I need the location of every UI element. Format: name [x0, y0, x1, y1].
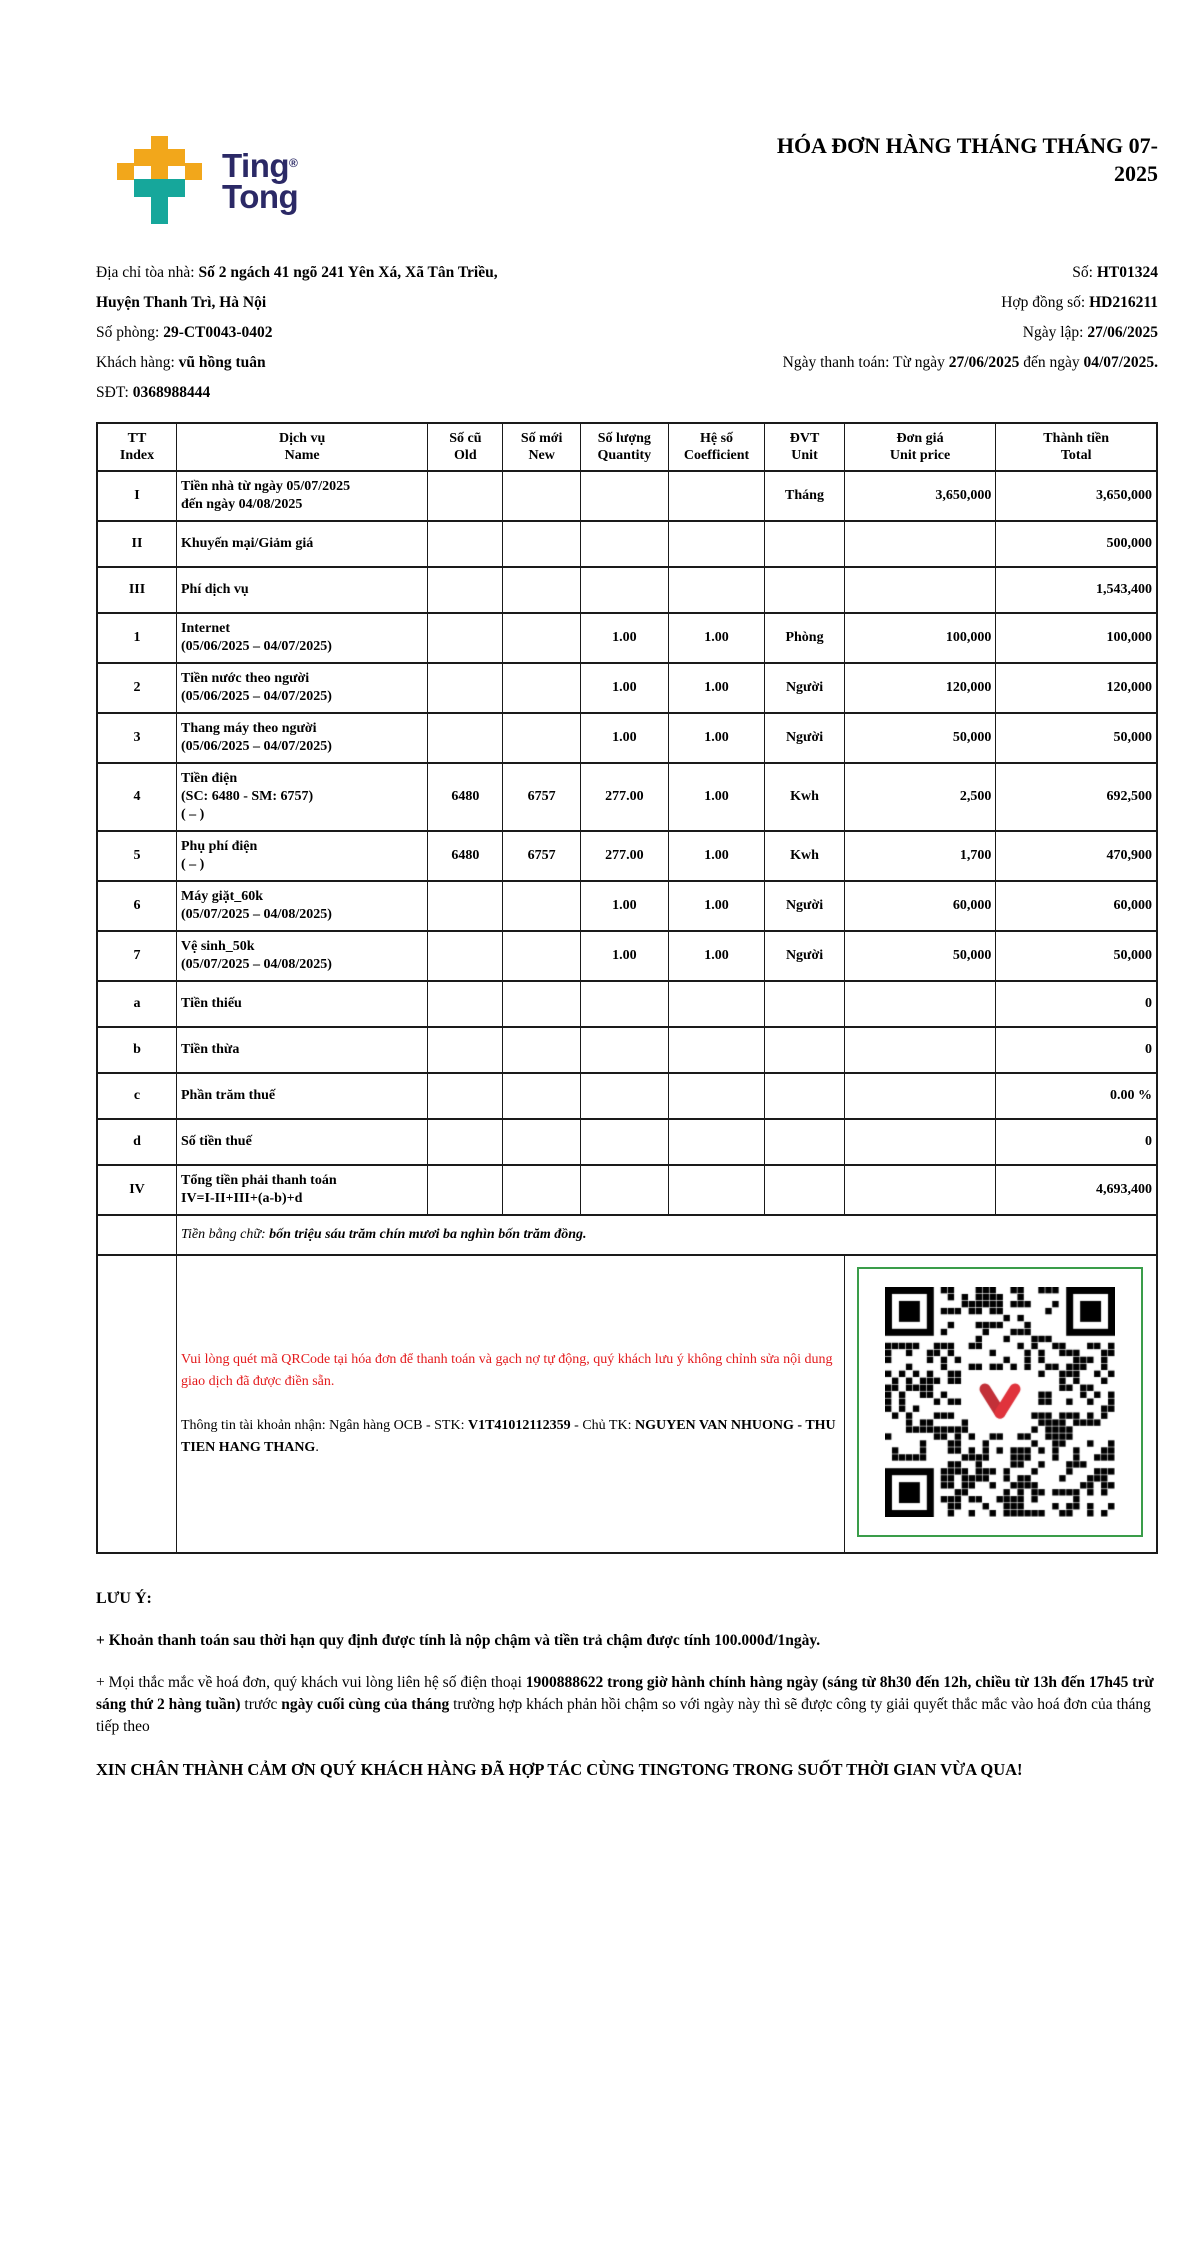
col-header-index: TT Index — [97, 423, 177, 471]
cell-index: IV — [97, 1165, 177, 1215]
cell-unit-price — [844, 1119, 996, 1165]
cell-service-name: Máy giặt_60k (05/07/2025 – 04/08/2025) — [177, 881, 428, 931]
cell-unit — [765, 981, 845, 1027]
invoice-content — [96, 0, 1158, 1782]
cell-unit-price: 120,000 — [844, 663, 996, 713]
cell-quantity — [580, 567, 668, 613]
cell-total: 0.00 % — [996, 1073, 1157, 1119]
cell-total: 692,500 — [996, 763, 1157, 831]
cell-service-name: Phí dịch vụ — [177, 567, 428, 613]
cell-quantity — [580, 1073, 668, 1119]
cell-coefficient: 1.00 — [668, 931, 764, 981]
customer-name: Khách hàng: vũ hồng tuân — [96, 354, 266, 371]
cell-unit-price: 60,000 — [844, 881, 996, 931]
col-header-name: Dịch vụ Name — [177, 423, 428, 471]
cell-service-name: Tổng tiền phải thanh toán IV=I-II+III+(a-b)+d — [177, 1165, 428, 1215]
cell-old-reading — [428, 613, 503, 663]
cell-service-name: Thang máy theo người (05/06/2025 – 04/07/2025) — [177, 713, 428, 763]
cell-total: 120,000 — [996, 663, 1157, 713]
cell-new-reading — [503, 981, 580, 1027]
cell-coefficient — [668, 567, 764, 613]
cell-quantity: 1.00 — [580, 931, 668, 981]
cell-quantity — [580, 1119, 668, 1165]
cell-index: 3 — [97, 713, 177, 763]
cell-index: I — [97, 471, 177, 521]
invoice-info-right — [648, 258, 1158, 408]
cell-total: 500,000 — [996, 521, 1157, 567]
invoice-title — [777, 132, 1158, 188]
cell-quantity — [580, 521, 668, 567]
cell-service-name: Số tiền thuế — [177, 1119, 428, 1165]
contract-number: Hợp đồng số: HD216211 — [1001, 294, 1158, 311]
invoice-table-body — [97, 471, 1157, 1215]
table-row — [97, 1119, 1157, 1165]
thank-you-message: XIN CHÂN THÀNH CẢM ƠN QUÝ KHÁCH HÀNG ĐÃ HỢP TÁC CÙNG TINGTONG TRONG SUỐT THỜI GIAN VỪA QUA! — [96, 1760, 1023, 1779]
cell-unit — [765, 1165, 845, 1215]
cell-unit — [765, 1119, 845, 1165]
cell-new-reading: 6757 — [503, 763, 580, 831]
amount-in-words: Tiền bằng chữ: bốn triệu sáu trăm chín mươi ba nghìn bốn trăm đồng. — [177, 1215, 1158, 1255]
cell-coefficient — [668, 1165, 764, 1215]
cell-total: 50,000 — [996, 713, 1157, 763]
cell-old-reading — [428, 1165, 503, 1215]
table-row — [97, 471, 1157, 521]
invoice-table-footer — [97, 1215, 1157, 1553]
cell-new-reading: 6757 — [503, 831, 580, 881]
cell-service-name: Tiền điện (SC: 6480 - SM: 6757) ( – ) — [177, 763, 428, 831]
cell-quantity: 277.00 — [580, 763, 668, 831]
cell-index: 4 — [97, 763, 177, 831]
cell-coefficient: 1.00 — [668, 613, 764, 663]
cell-new-reading — [503, 567, 580, 613]
col-header-quantity: Số lượng Quantity — [580, 423, 668, 471]
col-header-total: Thành tiền Total — [996, 423, 1157, 471]
registered-trademark: ® — [289, 156, 298, 170]
cell-unit-price — [844, 1027, 996, 1073]
cell-new-reading — [503, 1073, 580, 1119]
qr-code — [885, 1287, 1115, 1517]
cell-old-reading — [428, 521, 503, 567]
cell-unit-price: 100,000 — [844, 613, 996, 663]
cell-unit-price — [844, 1165, 996, 1215]
cell-unit-price: 1,700 — [844, 831, 996, 881]
cell-old-reading: 6480 — [428, 831, 503, 881]
cell-unit-price: 2,500 — [844, 763, 996, 831]
cell-total: 50,000 — [996, 931, 1157, 981]
cell-new-reading — [503, 1165, 580, 1215]
cell-coefficient: 1.00 — [668, 881, 764, 931]
cell-coefficient — [668, 471, 764, 521]
cell-service-name: Internet (05/06/2025 – 04/07/2025) — [177, 613, 428, 663]
table-row — [97, 881, 1157, 931]
cell-index: II — [97, 521, 177, 567]
table-row — [97, 713, 1157, 763]
table-row — [97, 663, 1157, 713]
tingtong-wordmark: Ting® Tong — [222, 147, 299, 215]
cell-new-reading — [503, 931, 580, 981]
invoice-info-left — [96, 258, 648, 408]
col-header-coefficient: Hệ số Coefficient — [668, 423, 764, 471]
cell-service-name: Vệ sinh_50k (05/07/2025 – 04/08/2025) — [177, 931, 428, 981]
cell-old-reading — [428, 1119, 503, 1165]
payment-instructions — [177, 1255, 845, 1553]
invoice-table-header — [97, 423, 1157, 471]
cell-old-reading — [428, 1027, 503, 1073]
invoice-info — [96, 258, 1158, 408]
cell-unit: Người — [765, 713, 845, 763]
col-header-new: Số mới New — [503, 423, 580, 471]
bank-account-info: Thông tin tài khoản nhận: Ngân hàng OCB - STK: V1T41012112359 - Chủ TK: NGUYEN VAN NHUONG - THU TIEN HANG THANG. — [181, 1418, 836, 1455]
cell-total: 0 — [996, 1027, 1157, 1073]
cell-unit — [765, 1027, 845, 1073]
cell-old-reading — [428, 931, 503, 981]
cell-quantity — [580, 981, 668, 1027]
cell-unit-price — [844, 1073, 996, 1119]
table-row — [97, 613, 1157, 663]
building-address: Địa chỉ tòa nhà: Số 2 ngách 41 ngõ 241 Yên Xá, Xã Tân Triều, — [96, 264, 498, 281]
cell-quantity — [580, 471, 668, 521]
header-bar — [96, 118, 1158, 228]
cell-coefficient: 1.00 — [668, 831, 764, 881]
cell-service-name: Khuyến mại/Giảm giá — [177, 521, 428, 567]
cell-unit: Phòng — [765, 613, 845, 663]
cell-new-reading — [503, 521, 580, 567]
cell-service-name: Tiền thừa — [177, 1027, 428, 1073]
cell-new-reading — [503, 1119, 580, 1165]
col-header-unit: ĐVT Unit — [765, 423, 845, 471]
cell-coefficient — [668, 981, 764, 1027]
cell-total: 3,650,000 — [996, 471, 1157, 521]
cell-index: 5 — [97, 831, 177, 881]
cell-unit: Người — [765, 663, 845, 713]
cell-unit — [765, 1073, 845, 1119]
invoice-number: Số: HT01324 — [1072, 264, 1158, 281]
cell-index: III — [97, 567, 177, 613]
cell-index: 2 — [97, 663, 177, 713]
invoice-title-line1: HÓA ĐƠN HÀNG THÁNG THÁNG 07- — [776, 133, 1158, 158]
cell-unit-price: 50,000 — [844, 713, 996, 763]
amount-in-words-row — [97, 1215, 1157, 1255]
table-row — [97, 981, 1157, 1027]
cell-old-reading — [428, 881, 503, 931]
issue-date: Ngày lập: 27/06/2025 — [1022, 324, 1158, 341]
cell-unit-price: 3,650,000 — [844, 471, 996, 521]
cell-total: 0 — [996, 1119, 1157, 1165]
cell-old-reading — [428, 471, 503, 521]
cell-unit: Tháng — [765, 471, 845, 521]
table-row — [97, 1073, 1157, 1119]
cell-quantity: 277.00 — [580, 831, 668, 881]
table-row — [97, 567, 1157, 613]
cell-old-reading — [428, 713, 503, 763]
col-header-old: Số cũ Old — [428, 423, 503, 471]
invoice-title-line2: 2025 — [1114, 161, 1158, 186]
customer-phone: SĐT: 0368988444 — [96, 384, 211, 401]
qr-code-frame — [857, 1267, 1143, 1537]
cell-service-name: Phần trăm thuế — [177, 1073, 428, 1119]
cell-new-reading — [503, 471, 580, 521]
cell-unit: Người — [765, 881, 845, 931]
cell-service-name: Tiền thiếu — [177, 981, 428, 1027]
cell-empty-index — [97, 1255, 177, 1553]
cell-service-name: Tiền nước theo người (05/06/2025 – 04/07/2025) — [177, 663, 428, 713]
cell-new-reading — [503, 881, 580, 931]
cell-total: 470,900 — [996, 831, 1157, 881]
cell-coefficient: 1.00 — [668, 763, 764, 831]
cell-new-reading — [503, 713, 580, 763]
cell-total: 60,000 — [996, 881, 1157, 931]
cell-quantity — [580, 1165, 668, 1215]
tingtong-pixel-tree-icon — [114, 136, 206, 228]
cell-old-reading — [428, 981, 503, 1027]
cell-index: a — [97, 981, 177, 1027]
cell-old-reading — [428, 1073, 503, 1119]
cell-quantity: 1.00 — [580, 613, 668, 663]
cell-index: d — [97, 1119, 177, 1165]
cell-unit-price — [844, 567, 996, 613]
cell-index: 7 — [97, 931, 177, 981]
hotline-note: + Mọi thắc mắc về hoá đơn, quý khách vui lòng liên hệ số điện thoại 1900888622 trong giờ hành chính hàng ngày (sáng từ 8h30 đến 12h, chiều từ 13h đến 17h45 trừ sáng thứ 2 hàng tuần) trước ngày cuối cùng của tháng trường hợp khách phản hồi chậm so với ngày này thì sẽ được công ty giải quyết thắc mắc vào hoá đơn của tháng tiếp theo — [96, 1674, 1154, 1735]
cell-total: 1,543,400 — [996, 567, 1157, 613]
cell-old-reading — [428, 567, 503, 613]
building-address-line2: Huyện Thanh Trì, Hà Nội — [96, 294, 267, 311]
table-row — [97, 763, 1157, 831]
cell-unit — [765, 521, 845, 567]
cell-index: c — [97, 1073, 177, 1119]
table-row — [97, 831, 1157, 881]
cell-unit — [765, 567, 845, 613]
qr-warning-text: Vui lòng quét mã QRCode tại hóa đơn để thanh toán và gạch nợ tự động, quý khách lưu ý không chỉnh sửa nội dung giao dịch đã được điền sẵn. — [181, 1352, 833, 1389]
table-row — [97, 931, 1157, 981]
cell-empty-index — [97, 1215, 177, 1255]
cell-service-name: Phụ phí điện ( – ) — [177, 831, 428, 881]
cell-new-reading — [503, 1027, 580, 1073]
cell-coefficient: 1.00 — [668, 713, 764, 763]
cell-new-reading — [503, 613, 580, 663]
cell-quantity: 1.00 — [580, 881, 668, 931]
cell-total: 0 — [996, 981, 1157, 1027]
payment-period: Ngày thanh toán: Từ ngày 27/06/2025 đến ngày 04/07/2025. — [782, 354, 1158, 371]
cell-quantity — [580, 1027, 668, 1073]
cell-quantity: 1.00 — [580, 713, 668, 763]
cell-unit: Người — [765, 931, 845, 981]
qr-payment-row — [97, 1255, 1157, 1553]
invoice-table — [96, 422, 1158, 1554]
cell-quantity: 1.00 — [580, 663, 668, 713]
notes-heading: LƯU Ý: — [96, 1590, 152, 1607]
cell-coefficient — [668, 1119, 764, 1165]
table-row — [97, 1165, 1157, 1215]
table-row — [97, 1027, 1157, 1073]
cell-index: 1 — [97, 613, 177, 663]
cell-total: 4,693,400 — [996, 1165, 1157, 1215]
cell-old-reading — [428, 663, 503, 713]
cell-unit-price — [844, 981, 996, 1027]
cell-new-reading — [503, 663, 580, 713]
room-number: Số phòng: 29-CT0043-0402 — [96, 324, 273, 341]
col-header-unit-price: Đơn giá Unit price — [844, 423, 996, 471]
cell-index: 6 — [97, 881, 177, 931]
late-payment-note: + Khoản thanh toán sau thời hạn quy định được tính là nộp chậm và tiền trả chậm được tính 100.000đ/1ngày. — [96, 1632, 821, 1649]
cell-unit: Kwh — [765, 763, 845, 831]
cell-index: b — [97, 1027, 177, 1073]
table-row — [97, 521, 1157, 567]
cell-coefficient — [668, 521, 764, 567]
cell-unit-price — [844, 521, 996, 567]
cell-coefficient: 1.00 — [668, 663, 764, 713]
footer-notes — [96, 1588, 1158, 1782]
qr-code-cell — [844, 1255, 1157, 1553]
cell-coefficient — [668, 1073, 764, 1119]
cell-coefficient — [668, 1027, 764, 1073]
tingtong-logo — [114, 136, 298, 228]
cell-unit-price: 50,000 — [844, 931, 996, 981]
cell-unit: Kwh — [765, 831, 845, 881]
cell-service-name: Tiền nhà từ ngày 05/07/2025 đến ngày 04/08/2025 — [177, 471, 428, 521]
cell-total: 100,000 — [996, 613, 1157, 663]
cell-old-reading: 6480 — [428, 763, 503, 831]
